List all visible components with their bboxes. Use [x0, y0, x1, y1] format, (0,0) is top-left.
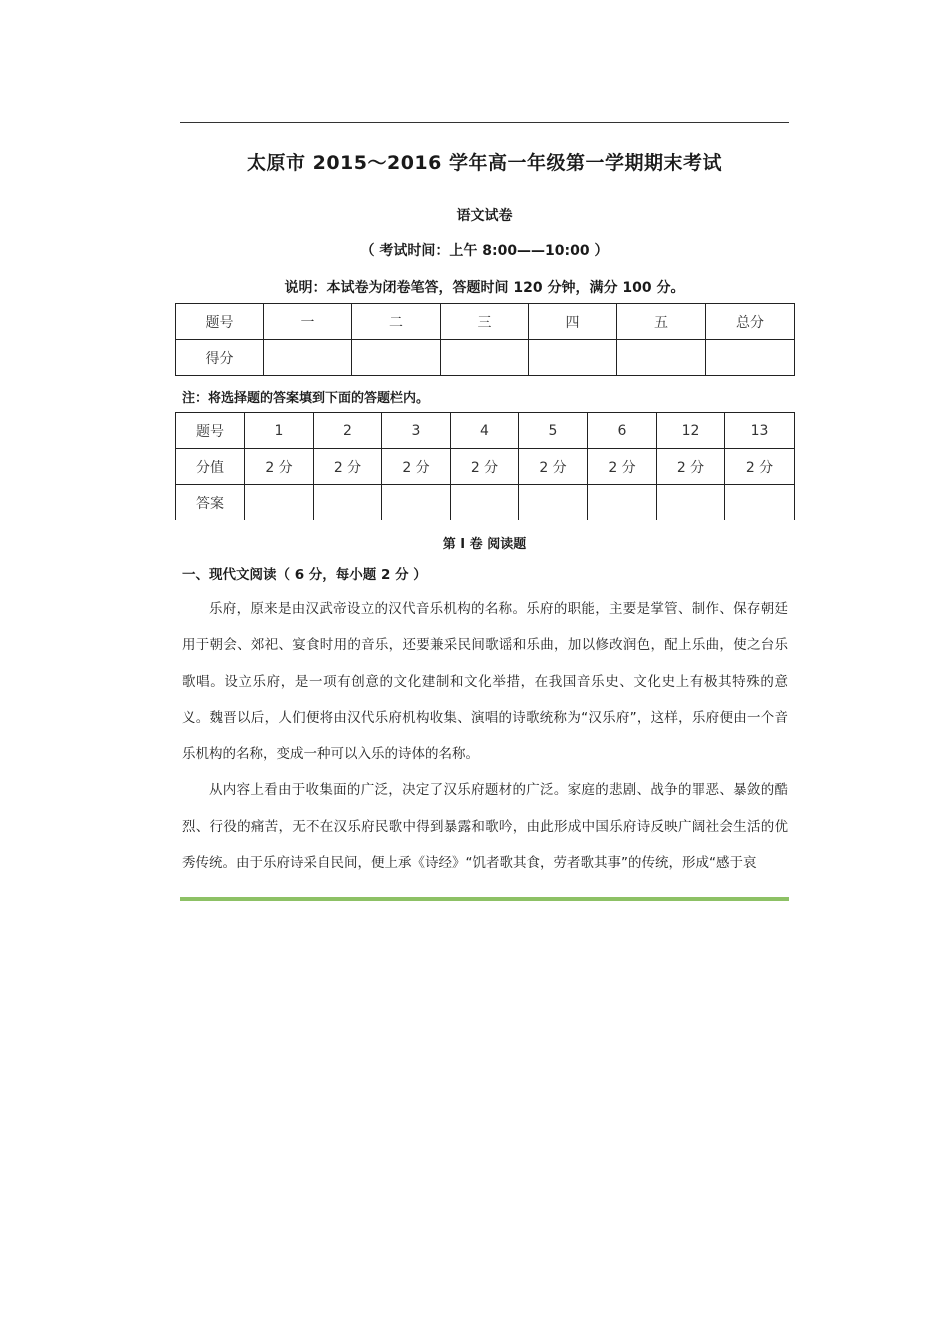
answer-number-label: 题号: [176, 413, 245, 449]
answer-cell: [657, 485, 725, 521]
answer-table: [175, 412, 795, 520]
question-number: 1: [245, 413, 314, 449]
answer-cell: [725, 485, 795, 521]
answer-points-row: [176, 449, 795, 485]
question-number: 6: [588, 413, 657, 449]
question-number: 2: [314, 413, 382, 449]
answer-cell: [382, 485, 451, 521]
score-column-2: 二: [352, 304, 441, 340]
exam-title: 太原市 2015～2016 学年高一年级第一学期期末考试: [247, 152, 722, 174]
score-cell: [441, 340, 529, 376]
answer-cell: [245, 485, 314, 521]
exam-time: （ 考试时间：上午 8:00——10:00 ）: [360, 243, 609, 259]
answer-points-label: 分值: [176, 449, 245, 485]
answer-blank-label: 答案: [176, 485, 245, 521]
score-column-3: 三: [441, 304, 529, 340]
answer-cell: [451, 485, 519, 521]
exam-description: 说明：本试卷为闭卷笔答，答题时间 120 分钟，满分 100 分。: [284, 280, 685, 296]
question-number: 13: [725, 413, 795, 449]
question-points: 2 分: [519, 449, 588, 485]
question-points: 2 分: [245, 449, 314, 485]
question-number: 3: [382, 413, 451, 449]
section-title: 第 I 卷 阅读题: [442, 537, 527, 552]
score-cell: [617, 340, 706, 376]
passage-paragraph-2: 从内容上看由于收集面的广泛，决定了汉乐府题材的广泛。家庭的悲剧、战争的罪恶、暴敛的酷烈、行役的痛苦，无不在汉乐府民歌中得到暴露和歌吟，由此形成中国乐府诗反映广阔社会生活的优秀传统。由于乐府诗采自民间，便上承《诗经》“饥者歌其食，劳者歌其事”的传统，形成“感于哀: [182, 782, 788, 872]
passage-paragraph-1: 乐府，原来是由汉武帝设立的汉代音乐机构的名称。乐府的职能，主要是掌管、制作、保存朝廷用于朝会、郊祀、宴食时用的音乐，还要兼采民间歌谣和乐曲，加以修改润色，配上乐曲，使之台乐歌唱。设立乐府，是一项有创意的文化建制和文化举措，在我国音乐史、文化史上有极其特殊的意义。魏晋以后，人们便将由汉代乐府机构收集、演唱的诗歌统称为“汉乐府”，这样，乐府便由一个音乐机构的名称，变成一种可以入乐的诗体的名称。: [182, 601, 788, 763]
score-cell: [706, 340, 795, 376]
question-points: 2 分: [725, 449, 795, 485]
question-points: 2 分: [657, 449, 725, 485]
score-column-1: 一: [264, 304, 352, 340]
question-points: 2 分: [314, 449, 382, 485]
question-number: 4: [451, 413, 519, 449]
score-cell: [352, 340, 441, 376]
part-heading: 一、现代文阅读（ 6 分，每小题 2 分 ）: [182, 567, 427, 583]
answer-cell: [314, 485, 382, 521]
answer-blank-row: [176, 485, 795, 521]
answer-note: 注：将选择题的答案填到下面的答题栏内。: [182, 391, 430, 406]
answer-cell: [588, 485, 657, 521]
top-rule: [180, 122, 789, 123]
answer-cell: [519, 485, 588, 521]
answer-number-row: [176, 413, 795, 449]
score-header-label: 题号: [176, 304, 264, 340]
exam-subject: 语文试卷: [456, 208, 513, 224]
question-number: 12: [657, 413, 725, 449]
bottom-rule: [180, 897, 789, 901]
score-column-5: 五: [617, 304, 706, 340]
question-points: 2 分: [588, 449, 657, 485]
question-number: 5: [519, 413, 588, 449]
score-table: [175, 303, 795, 376]
score-column-total: 总分: [706, 304, 795, 340]
score-cell: [264, 340, 352, 376]
score-header-row: [176, 304, 795, 340]
question-points: 2 分: [451, 449, 519, 485]
score-value-row: [176, 340, 795, 376]
score-row-label: 得分: [176, 340, 264, 376]
question-points: 2 分: [382, 449, 451, 485]
score-column-4: 四: [529, 304, 617, 340]
score-cell: [529, 340, 617, 376]
reading-passage: [182, 591, 788, 881]
